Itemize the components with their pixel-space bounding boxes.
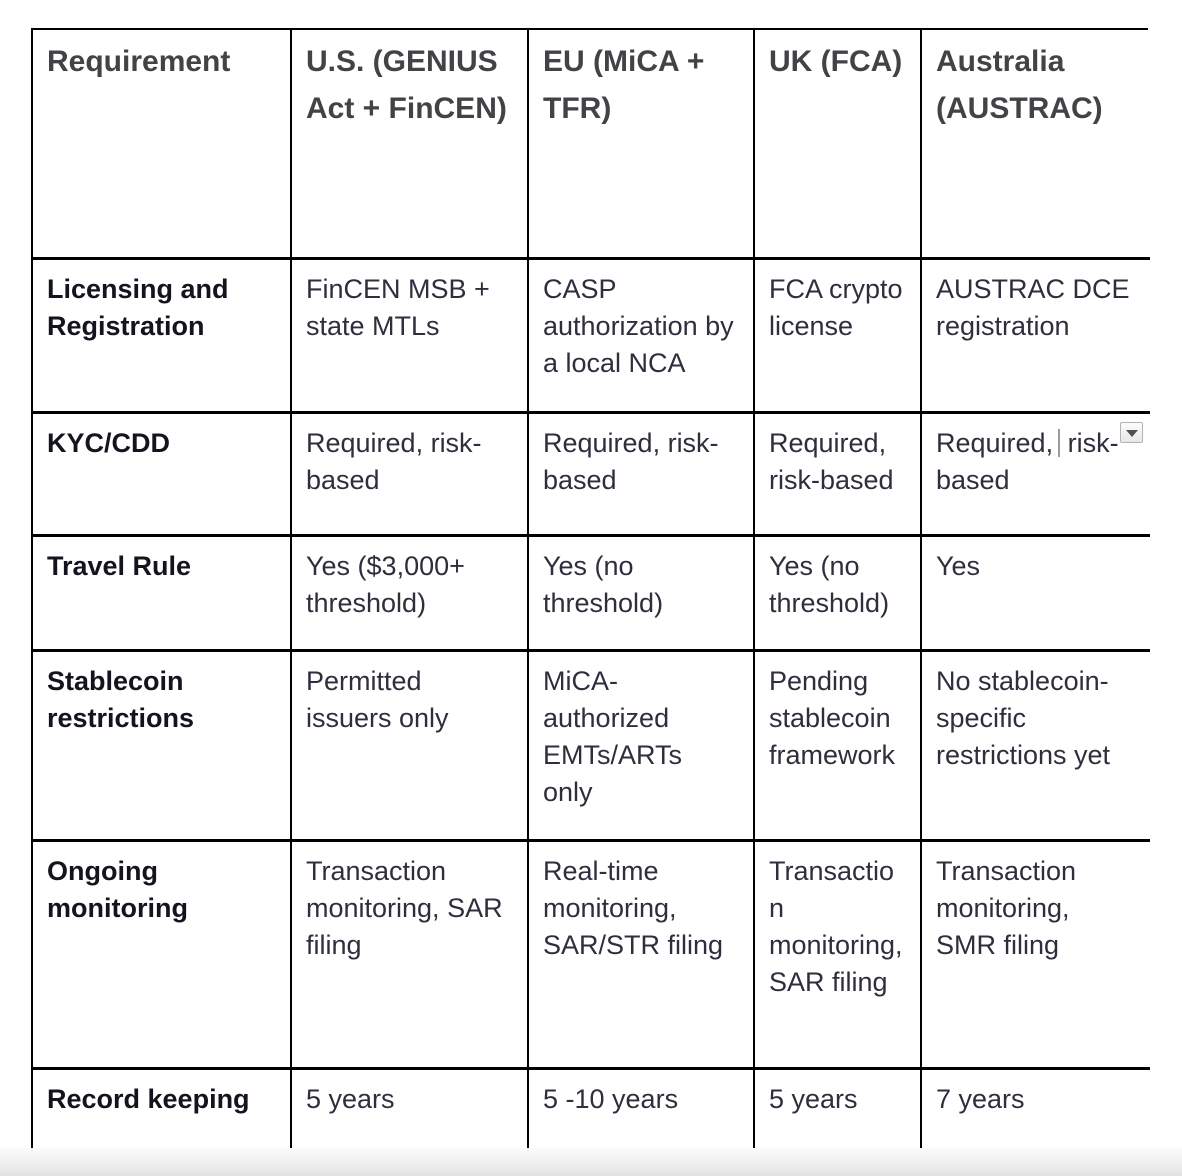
cell-stablecoin-uk[interactable]: Pending stablecoin framework (755, 652, 922, 842)
column-header-requirement[interactable]: Requirement (33, 30, 292, 260)
text-cursor (1058, 429, 1060, 457)
column-header-us[interactable]: U.S. (GENIUS Act + FinCEN) (292, 30, 529, 260)
row-header-kyc[interactable]: KYC/CDD (33, 414, 292, 537)
row-header-travel-rule[interactable]: Travel Rule (33, 537, 292, 652)
column-header-eu[interactable]: EU (MiCA + TFR) (529, 30, 755, 260)
cell-travel-us[interactable]: Yes ($3,000+ threshold) (292, 537, 529, 652)
page-bottom-shadow (0, 1148, 1182, 1176)
cell-stablecoin-eu[interactable]: MiCA-authorized EMTs/ARTs only (529, 652, 755, 842)
cell-kyc-us[interactable]: Required, risk-based (292, 414, 529, 537)
cell-monitoring-uk[interactable]: Transaction monitoring, SAR filing (755, 842, 922, 1070)
row-header-licensing[interactable]: Licensing and Registration (33, 260, 292, 414)
cell-record-australia[interactable]: 7 years (922, 1070, 1150, 1152)
chevron-down-icon (1126, 430, 1138, 437)
cell-monitoring-us[interactable]: Transaction monitoring, SAR filing (292, 842, 529, 1070)
cell-stablecoin-us[interactable]: Permitted issuers only (292, 652, 529, 842)
comparison-table (31, 28, 1148, 1155)
row-header-stablecoin[interactable]: Stablecoin restrictions (33, 652, 292, 842)
cell-kyc-eu[interactable]: Required, risk-based (529, 414, 755, 537)
cell-dropdown-button[interactable] (1120, 422, 1143, 443)
cell-travel-uk[interactable]: Yes (no threshold) (755, 537, 922, 652)
cell-licensing-us[interactable]: FinCEN MSB + state MTLs (292, 260, 529, 414)
column-header-australia[interactable]: Australia (AUSTRAC) (922, 30, 1150, 260)
cell-kyc-uk[interactable]: Required, risk-based (755, 414, 922, 537)
cell-text-after-caret: risk-based (936, 428, 1119, 495)
cell-record-uk[interactable]: 5 years (755, 1070, 922, 1152)
cell-monitoring-eu[interactable]: Real-time monitoring, SAR/STR filing (529, 842, 755, 1070)
cell-record-eu[interactable]: 5 -10 years (529, 1070, 755, 1152)
cell-record-us[interactable]: 5 years (292, 1070, 529, 1152)
column-header-uk[interactable]: UK (FCA) (755, 30, 922, 260)
cell-monitoring-australia[interactable]: Transaction monitoring, SMR filing (922, 842, 1150, 1070)
row-header-monitoring[interactable]: Ongoing monitoring (33, 842, 292, 1070)
cell-licensing-eu[interactable]: CASP authorization by a local NCA (529, 260, 755, 414)
cell-licensing-australia[interactable]: AUSTRAC DCE registration (922, 260, 1150, 414)
cell-stablecoin-australia[interactable]: No stablecoin-specific restrictions yet (922, 652, 1150, 842)
cell-travel-australia[interactable]: Yes (922, 537, 1150, 652)
cell-licensing-uk[interactable]: FCA crypto license (755, 260, 922, 414)
cell-travel-eu[interactable]: Yes (no threshold) (529, 537, 755, 652)
row-header-record-keeping[interactable]: Record keeping (33, 1070, 292, 1152)
cell-text-before-caret: Required, (936, 428, 1054, 458)
cell-kyc-australia[interactable] (922, 414, 1150, 537)
